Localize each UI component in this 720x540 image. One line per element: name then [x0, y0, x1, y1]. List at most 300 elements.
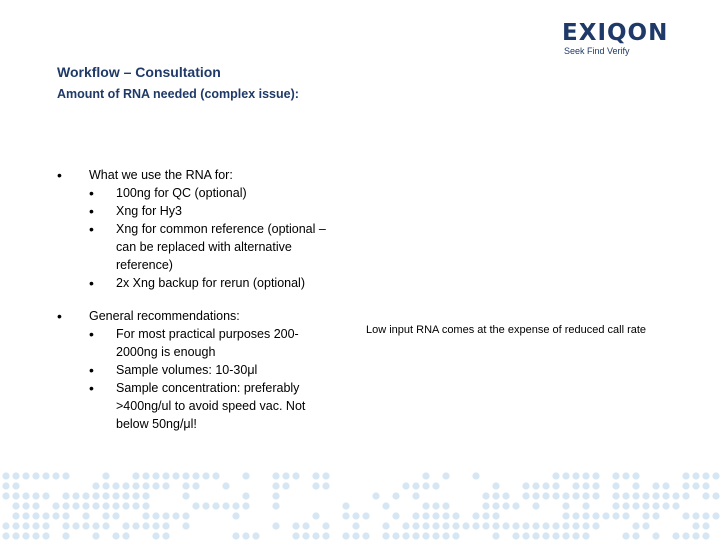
pattern-dot: [432, 532, 439, 539]
pattern-dot: [32, 532, 39, 539]
pattern-dot: [532, 492, 539, 499]
pattern-dot: [242, 532, 249, 539]
pattern-dot: [322, 472, 329, 479]
pattern-dot: [62, 522, 69, 529]
pattern-dot: [192, 472, 199, 479]
pattern-dot: [62, 502, 69, 509]
pattern-dot: [672, 532, 679, 539]
sub-bullet: [89, 325, 347, 361]
pattern-dot: [702, 532, 709, 539]
pattern-dot: [342, 502, 349, 509]
pattern-dot: [152, 522, 159, 529]
pattern-dot: [432, 482, 439, 489]
pattern-dot: [142, 492, 149, 499]
pattern-dot: [502, 522, 509, 529]
pattern-dot: [42, 522, 49, 529]
pattern-dot: [412, 492, 419, 499]
pattern-dot: [22, 532, 29, 539]
pattern-dot: [172, 472, 179, 479]
pattern-dot: [492, 512, 499, 519]
pattern-dot: [192, 482, 199, 489]
pattern-dot: [422, 502, 429, 509]
pattern-dot: [122, 482, 129, 489]
sub-bullet-text: Sample volumes: 10-30μl: [116, 363, 258, 377]
pattern-dot: [212, 502, 219, 509]
pattern-dot: [592, 472, 599, 479]
pattern-dot: [422, 472, 429, 479]
pattern-dot: [272, 522, 279, 529]
slide-title: Workflow – Consultation: [57, 64, 221, 80]
pattern-dot: [422, 512, 429, 519]
pattern-dot: [662, 502, 669, 509]
pattern-dot: [512, 532, 519, 539]
pattern-dot: [162, 522, 169, 529]
pattern-dot: [242, 472, 249, 479]
pattern-dot: [12, 522, 19, 529]
pattern-dot: [622, 492, 629, 499]
pattern-dot: [532, 482, 539, 489]
pattern-dot: [592, 522, 599, 529]
pattern-dot: [102, 492, 109, 499]
pattern-dot: [412, 482, 419, 489]
pattern-dot: [152, 532, 159, 539]
pattern-dot: [582, 492, 589, 499]
pattern-dot: [42, 532, 49, 539]
pattern-dot: [232, 532, 239, 539]
pattern-dot: [302, 532, 309, 539]
bullet-dot: •: [89, 185, 94, 201]
sub-bullet: [89, 274, 347, 292]
pattern-dot: [22, 502, 29, 509]
pattern-dot: [2, 472, 9, 479]
pattern-dot: [182, 522, 189, 529]
pattern-dot: [142, 482, 149, 489]
pattern-dot: [382, 502, 389, 509]
pattern-dot: [312, 482, 319, 489]
pattern-dot: [612, 482, 619, 489]
pattern-dot: [162, 532, 169, 539]
pattern-dot: [12, 512, 19, 519]
pattern-dot: [472, 522, 479, 529]
pattern-dot: [2, 492, 9, 499]
logo-wordmark: EXIQON: [562, 20, 669, 46]
pattern-dot: [632, 472, 639, 479]
dot-pattern-decoration: [0, 470, 720, 540]
pattern-dot: [422, 522, 429, 529]
pattern-dot: [652, 482, 659, 489]
logo-tagline: Seek Find Verify: [564, 46, 630, 56]
pattern-dot: [432, 512, 439, 519]
pattern-dot: [432, 502, 439, 509]
sub-bullet-text: 2x Xng backup for rerun (optional): [116, 276, 305, 290]
pattern-dot: [622, 532, 629, 539]
pattern-dot: [72, 492, 79, 499]
pattern-dot: [42, 512, 49, 519]
bullet-dot: •: [89, 326, 94, 342]
pattern-dot: [692, 532, 699, 539]
pattern-dot: [632, 492, 639, 499]
pattern-dot: [62, 532, 69, 539]
pattern-dot: [682, 472, 689, 479]
pattern-dot: [582, 472, 589, 479]
pattern-dot: [582, 502, 589, 509]
pattern-dot: [552, 522, 559, 529]
bullet-dot: •: [89, 203, 94, 219]
sub-bullet-text: 100ng for QC (optional): [116, 186, 247, 200]
pattern-dot: [242, 502, 249, 509]
pattern-dot: [552, 492, 559, 499]
pattern-dot: [422, 482, 429, 489]
pattern-dot: [32, 492, 39, 499]
pattern-dot: [142, 522, 149, 529]
pattern-dot: [402, 532, 409, 539]
pattern-dot: [482, 522, 489, 529]
pattern-dot: [102, 472, 109, 479]
pattern-dot: [642, 492, 649, 499]
pattern-dot: [62, 512, 69, 519]
pattern-dot: [12, 472, 19, 479]
pattern-dot: [102, 512, 109, 519]
pattern-dot: [682, 532, 689, 539]
pattern-dot: [52, 512, 59, 519]
sub-bullet-text: For most practical purposes 200-2000ng is enough: [116, 327, 299, 359]
pattern-dot: [152, 482, 159, 489]
pattern-dot: [82, 522, 89, 529]
sub-bullet: [89, 361, 347, 379]
pattern-dot: [672, 492, 679, 499]
pattern-dot: [652, 502, 659, 509]
pattern-dot: [562, 492, 569, 499]
slide-subtitle: Amount of RNA needed (complex issue):: [57, 87, 299, 101]
pattern-dot: [612, 502, 619, 509]
pattern-dot: [132, 482, 139, 489]
pattern-dot: [102, 522, 109, 529]
bullet-dot: •: [57, 167, 62, 183]
pattern-dot: [132, 522, 139, 529]
pattern-dot: [112, 482, 119, 489]
pattern-dot: [132, 492, 139, 499]
side-note: Low input RNA comes at the expense of reduced call rate: [366, 324, 647, 336]
pattern-dot: [82, 512, 89, 519]
pattern-dot: [512, 502, 519, 509]
pattern-dot: [542, 532, 549, 539]
pattern-dot: [422, 532, 429, 539]
bullet-dot: •: [89, 221, 94, 237]
pattern-dot: [682, 492, 689, 499]
pattern-dot: [272, 482, 279, 489]
pattern-dot: [12, 502, 19, 509]
pattern-dot: [462, 522, 469, 529]
pattern-dot: [152, 512, 159, 519]
pattern-dot: [352, 532, 359, 539]
pattern-dot: [352, 512, 359, 519]
pattern-dot: [362, 512, 369, 519]
pattern-dot: [442, 472, 449, 479]
pattern-dot: [232, 512, 239, 519]
pattern-dot: [342, 532, 349, 539]
pattern-dot: [372, 492, 379, 499]
pattern-dot: [642, 512, 649, 519]
pattern-dot: [482, 502, 489, 509]
sub-bullet: [89, 379, 347, 433]
pattern-dot: [572, 482, 579, 489]
pattern-dot: [572, 532, 579, 539]
pattern-dot: [12, 532, 19, 539]
pattern-dot: [702, 472, 709, 479]
pattern-dot: [72, 522, 79, 529]
pattern-dot: [12, 492, 19, 499]
pattern-dot: [32, 502, 39, 509]
pattern-dot: [692, 522, 699, 529]
bullet-dot: •: [57, 308, 62, 324]
pattern-dot: [522, 532, 529, 539]
pattern-dot: [92, 492, 99, 499]
pattern-dot: [412, 512, 419, 519]
pattern-dot: [632, 522, 639, 529]
pattern-dot: [152, 472, 159, 479]
pattern-dot: [212, 472, 219, 479]
pattern-dot: [322, 482, 329, 489]
pattern-dot: [522, 492, 529, 499]
pattern-dot: [452, 532, 459, 539]
pattern-dot: [162, 512, 169, 519]
pattern-dot: [322, 522, 329, 529]
company-logo: [562, 20, 694, 60]
pattern-dot: [552, 482, 559, 489]
pattern-dot: [302, 522, 309, 529]
pattern-dot: [572, 472, 579, 479]
pattern-dot: [362, 532, 369, 539]
bullet-dot: •: [89, 275, 94, 291]
pattern-dot: [132, 502, 139, 509]
pattern-dot: [512, 522, 519, 529]
pattern-dot: [562, 522, 569, 529]
pattern-dot: [92, 522, 99, 529]
pattern-dot: [292, 472, 299, 479]
pattern-dot: [272, 502, 279, 509]
pattern-dot: [662, 492, 669, 499]
pattern-dot: [542, 522, 549, 529]
pattern-dot: [712, 492, 719, 499]
pattern-dot: [612, 472, 619, 479]
sub-bullet: [89, 220, 347, 274]
pattern-dot: [42, 492, 49, 499]
pattern-dot: [482, 492, 489, 499]
pattern-dot: [312, 512, 319, 519]
pattern-dot: [532, 522, 539, 529]
pattern-dot: [612, 492, 619, 499]
pattern-dot: [572, 492, 579, 499]
pattern-dot: [342, 512, 349, 519]
pattern-dot: [182, 472, 189, 479]
pattern-dot: [402, 522, 409, 529]
pattern-dot: [442, 522, 449, 529]
pattern-dot: [102, 502, 109, 509]
pattern-dot: [702, 492, 709, 499]
pattern-dot: [712, 512, 719, 519]
pattern-dot: [692, 472, 699, 479]
bullet-dot: •: [89, 380, 94, 396]
pattern-dot: [282, 472, 289, 479]
pattern-dot: [202, 472, 209, 479]
pattern-dot: [112, 502, 119, 509]
pattern-dot: [272, 492, 279, 499]
sub-bullet: [89, 184, 347, 202]
bullet-rna-usage: [57, 166, 347, 292]
pattern-dot: [22, 522, 29, 529]
pattern-dot: [142, 502, 149, 509]
pattern-dot: [522, 482, 529, 489]
pattern-dot: [142, 472, 149, 479]
pattern-dot: [522, 522, 529, 529]
pattern-dot: [602, 512, 609, 519]
pattern-dot: [442, 512, 449, 519]
pattern-dot: [502, 492, 509, 499]
pattern-dot: [472, 472, 479, 479]
bullet-text: What we use the RNA for:: [89, 168, 233, 182]
pattern-dot: [672, 502, 679, 509]
pattern-dot: [552, 532, 559, 539]
pattern-dot: [712, 472, 719, 479]
pattern-dot: [692, 482, 699, 489]
pattern-dot: [702, 522, 709, 529]
pattern-dot: [382, 532, 389, 539]
pattern-dot: [482, 512, 489, 519]
pattern-dot: [2, 532, 9, 539]
pattern-dot: [632, 532, 639, 539]
pattern-dot: [542, 492, 549, 499]
pattern-dot: [22, 512, 29, 519]
pattern-dot: [682, 512, 689, 519]
pattern-dot: [572, 522, 579, 529]
pattern-dot: [382, 522, 389, 529]
pattern-dot: [132, 472, 139, 479]
pattern-dot: [272, 472, 279, 479]
pattern-dot: [52, 502, 59, 509]
pattern-dot: [112, 532, 119, 539]
pattern-dot: [182, 512, 189, 519]
pattern-dot: [92, 502, 99, 509]
bullet-text: General recommendations:: [89, 309, 240, 323]
pattern-dot: [322, 532, 329, 539]
pattern-dot: [622, 472, 629, 479]
pattern-dot: [22, 492, 29, 499]
pattern-dot: [72, 502, 79, 509]
pattern-dot: [32, 512, 39, 519]
bullet-dot: •: [89, 362, 94, 378]
pattern-dot: [572, 512, 579, 519]
pattern-dot: [642, 522, 649, 529]
pattern-dot: [502, 502, 509, 509]
sub-bullet-text: Xng for common reference (optional – can be replaced with alternative reference): [116, 222, 326, 272]
pattern-dot: [402, 482, 409, 489]
pattern-dot: [642, 502, 649, 509]
pattern-dot: [82, 502, 89, 509]
pattern-dot: [702, 512, 709, 519]
pattern-dot: [442, 502, 449, 509]
pattern-dot: [592, 512, 599, 519]
pattern-dot: [492, 482, 499, 489]
pattern-dot: [442, 532, 449, 539]
pattern-dot: [492, 522, 499, 529]
pattern-dot: [232, 502, 239, 509]
bullet-list: [57, 166, 347, 433]
pattern-dot: [562, 532, 569, 539]
pattern-dot: [2, 482, 9, 489]
pattern-dot: [202, 502, 209, 509]
pattern-dot: [652, 492, 659, 499]
pattern-dot: [92, 532, 99, 539]
pattern-dot: [312, 532, 319, 539]
pattern-dot: [192, 502, 199, 509]
pattern-dot: [622, 512, 629, 519]
pattern-dot: [122, 492, 129, 499]
pattern-dot: [172, 512, 179, 519]
pattern-dot: [562, 512, 569, 519]
sub-bullet-text: Sample concentration: preferably >400ng/ul to avoid speed vac. Not below 50ng/μl!: [116, 381, 306, 431]
pattern-dot: [412, 522, 419, 529]
pattern-dot: [392, 492, 399, 499]
pattern-dot: [582, 522, 589, 529]
pattern-dot: [12, 482, 19, 489]
pattern-dot: [532, 502, 539, 509]
pattern-dot: [682, 482, 689, 489]
pattern-dot: [62, 472, 69, 479]
pattern-dot: [472, 512, 479, 519]
pattern-dot: [2, 522, 9, 529]
pattern-dot: [542, 482, 549, 489]
pattern-dot: [102, 482, 109, 489]
pattern-dot: [492, 502, 499, 509]
sub-bullet: [89, 202, 347, 220]
pattern-dot: [162, 472, 169, 479]
pattern-dot: [632, 482, 639, 489]
pattern-dot: [62, 492, 69, 499]
pattern-dot: [492, 532, 499, 539]
pattern-dot: [692, 512, 699, 519]
pattern-dot: [52, 472, 59, 479]
pattern-dot: [122, 522, 129, 529]
pattern-dot: [182, 482, 189, 489]
sub-bullet-text: Xng for Hy3: [116, 204, 183, 218]
pattern-dot: [592, 492, 599, 499]
bullet-recommendations: [57, 307, 347, 433]
pattern-dot: [82, 492, 89, 499]
pattern-dot: [392, 512, 399, 519]
pattern-dot: [92, 482, 99, 489]
pattern-dot: [312, 472, 319, 479]
pattern-dot: [652, 532, 659, 539]
pattern-dot: [562, 472, 569, 479]
pattern-dot: [22, 472, 29, 479]
pattern-dot: [452, 512, 459, 519]
pattern-dot: [622, 502, 629, 509]
pattern-dot: [492, 492, 499, 499]
pattern-dot: [32, 472, 39, 479]
pattern-dot: [162, 482, 169, 489]
pattern-dot: [222, 482, 229, 489]
pattern-dot: [352, 522, 359, 529]
pattern-dot: [632, 502, 639, 509]
pattern-dot: [292, 522, 299, 529]
pattern-dot: [652, 512, 659, 519]
pattern-dot: [562, 502, 569, 509]
pattern-dot: [222, 502, 229, 509]
pattern-dot: [612, 512, 619, 519]
pattern-dot: [582, 482, 589, 489]
pattern-dot: [662, 482, 669, 489]
pattern-dot: [702, 482, 709, 489]
